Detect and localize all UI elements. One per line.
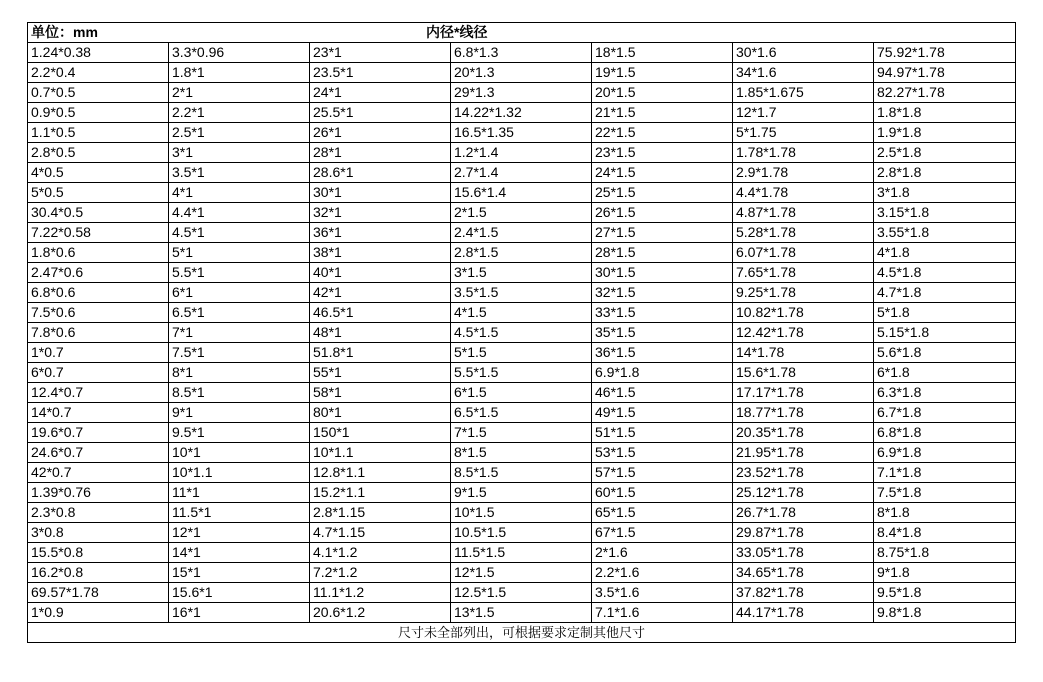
size-cell: 1.8*1.8 bbox=[874, 103, 1016, 123]
size-cell: 9*1 bbox=[169, 403, 310, 423]
size-cell: 21.95*1.78 bbox=[733, 443, 874, 463]
table-row bbox=[28, 303, 1016, 323]
size-cell: 33*1.5 bbox=[592, 303, 733, 323]
size-cell: 6*0.7 bbox=[28, 363, 169, 383]
size-cell: 9.5*1 bbox=[169, 423, 310, 443]
size-cell: 30.4*0.5 bbox=[28, 203, 169, 223]
size-cell: 10*1 bbox=[169, 443, 310, 463]
size-cell: 5.15*1.8 bbox=[874, 323, 1016, 343]
size-cell: 2.2*1.6 bbox=[592, 563, 733, 583]
table-row bbox=[28, 143, 1016, 163]
size-cell: 11.5*1 bbox=[169, 503, 310, 523]
size-cell: 4.87*1.78 bbox=[733, 203, 874, 223]
size-cell: 12.5*1.5 bbox=[451, 583, 592, 603]
size-cell: 10*1.1 bbox=[169, 463, 310, 483]
size-cell: 2.4*1.5 bbox=[451, 223, 592, 243]
size-cell: 6.3*1.8 bbox=[874, 383, 1016, 403]
size-cell: 6.8*1.3 bbox=[451, 43, 592, 63]
size-cell: 15.2*1.1 bbox=[310, 483, 451, 503]
size-cell: 6.8*0.6 bbox=[28, 283, 169, 303]
table-row bbox=[28, 483, 1016, 503]
size-cell: 3*1.8 bbox=[874, 183, 1016, 203]
size-cell: 4.1*1.2 bbox=[310, 543, 451, 563]
size-cell: 150*1 bbox=[310, 423, 451, 443]
size-cell: 4.7*1.8 bbox=[874, 283, 1016, 303]
size-cell: 2.8*0.5 bbox=[28, 143, 169, 163]
size-cell: 15.6*1 bbox=[169, 583, 310, 603]
size-cell: 5*1.75 bbox=[733, 123, 874, 143]
table-row bbox=[28, 283, 1016, 303]
table-row bbox=[28, 343, 1016, 363]
size-cell: 5*1.5 bbox=[451, 343, 592, 363]
size-cell: 25.12*1.78 bbox=[733, 483, 874, 503]
size-cell: 7.5*1.8 bbox=[874, 483, 1016, 503]
size-cell: 11.5*1.5 bbox=[451, 543, 592, 563]
size-cell: 4*1 bbox=[169, 183, 310, 203]
size-cell: 11*1 bbox=[169, 483, 310, 503]
size-cell: 1.78*1.78 bbox=[733, 143, 874, 163]
header-cell bbox=[28, 23, 1016, 43]
table-row bbox=[28, 243, 1016, 263]
size-cell: 6*1.8 bbox=[874, 363, 1016, 383]
size-cell: 35*1.5 bbox=[592, 323, 733, 343]
size-cell: 7.1*1.8 bbox=[874, 463, 1016, 483]
size-cell: 20*1.5 bbox=[592, 83, 733, 103]
size-cell: 14*1 bbox=[169, 543, 310, 563]
size-cell: 33.05*1.78 bbox=[733, 543, 874, 563]
size-cell: 22*1.5 bbox=[592, 123, 733, 143]
size-cell: 82.27*1.78 bbox=[874, 83, 1016, 103]
size-cell: 26*1 bbox=[310, 123, 451, 143]
size-cell: 7.5*0.6 bbox=[28, 303, 169, 323]
size-cell: 2*1.6 bbox=[592, 543, 733, 563]
table-row bbox=[28, 203, 1016, 223]
table-row bbox=[28, 183, 1016, 203]
size-cell: 80*1 bbox=[310, 403, 451, 423]
size-cell: 4*0.5 bbox=[28, 163, 169, 183]
size-cell: 9.5*1.8 bbox=[874, 583, 1016, 603]
size-cell: 51.8*1 bbox=[310, 343, 451, 363]
table-row bbox=[28, 163, 1016, 183]
size-cell: 19.6*0.7 bbox=[28, 423, 169, 443]
table-row bbox=[28, 603, 1016, 623]
size-cell: 23*1 bbox=[310, 43, 451, 63]
size-cell: 12.8*1.1 bbox=[310, 463, 451, 483]
table-row bbox=[28, 403, 1016, 423]
size-cell: 36*1.5 bbox=[592, 343, 733, 363]
size-cell: 2.7*1.4 bbox=[451, 163, 592, 183]
table-row bbox=[28, 563, 1016, 583]
size-cell: 2.3*0.8 bbox=[28, 503, 169, 523]
size-cell: 8*1 bbox=[169, 363, 310, 383]
size-cell: 4.4*1 bbox=[169, 203, 310, 223]
size-cell: 65*1.5 bbox=[592, 503, 733, 523]
size-cell: 57*1.5 bbox=[592, 463, 733, 483]
size-cell: 2.5*1.8 bbox=[874, 143, 1016, 163]
header-row bbox=[28, 23, 1016, 43]
size-cell: 25.5*1 bbox=[310, 103, 451, 123]
size-cell: 5*1.8 bbox=[874, 303, 1016, 323]
size-cell: 7*1.5 bbox=[451, 423, 592, 443]
size-cell: 15.5*0.8 bbox=[28, 543, 169, 563]
size-cell: 38*1 bbox=[310, 243, 451, 263]
size-cell: 75.92*1.78 bbox=[874, 43, 1016, 63]
size-cell: 12*1 bbox=[169, 523, 310, 543]
size-cell: 3.5*1.6 bbox=[592, 583, 733, 603]
size-cell: 20.6*1.2 bbox=[310, 603, 451, 623]
size-cell: 1.2*1.4 bbox=[451, 143, 592, 163]
size-cell: 29*1.3 bbox=[451, 83, 592, 103]
size-cell: 1.39*0.76 bbox=[28, 483, 169, 503]
size-cell: 14*0.7 bbox=[28, 403, 169, 423]
size-cell: 1.8*0.6 bbox=[28, 243, 169, 263]
size-cell: 0.7*0.5 bbox=[28, 83, 169, 103]
size-cell: 7*1 bbox=[169, 323, 310, 343]
size-cell: 6.7*1.8 bbox=[874, 403, 1016, 423]
size-cell: 24*1 bbox=[310, 83, 451, 103]
size-cell: 10*1.1 bbox=[310, 443, 451, 463]
size-cell: 23*1.5 bbox=[592, 143, 733, 163]
size-cell: 9*1.8 bbox=[874, 563, 1016, 583]
table-row bbox=[28, 463, 1016, 483]
size-cell: 28*1.5 bbox=[592, 243, 733, 263]
size-cell: 2.5*1 bbox=[169, 123, 310, 143]
size-cell: 14*1.78 bbox=[733, 343, 874, 363]
table-title: 内径*线径 bbox=[426, 24, 488, 40]
table-row bbox=[28, 583, 1016, 603]
size-cell: 5*0.5 bbox=[28, 183, 169, 203]
size-cell: 48*1 bbox=[310, 323, 451, 343]
size-cell: 26*1.5 bbox=[592, 203, 733, 223]
table-row bbox=[28, 323, 1016, 343]
size-cell: 28.6*1 bbox=[310, 163, 451, 183]
size-cell: 2.8*1.8 bbox=[874, 163, 1016, 183]
size-cell: 10.82*1.78 bbox=[733, 303, 874, 323]
table-row bbox=[28, 363, 1016, 383]
footer-row bbox=[28, 623, 1016, 643]
unit-label: 单位：mm bbox=[31, 24, 98, 40]
table-row bbox=[28, 43, 1016, 63]
size-cell: 4*1.5 bbox=[451, 303, 592, 323]
size-cell: 49*1.5 bbox=[592, 403, 733, 423]
size-cell: 9*1.5 bbox=[451, 483, 592, 503]
size-cell: 3.5*1 bbox=[169, 163, 310, 183]
size-cell: 3*1 bbox=[169, 143, 310, 163]
size-table bbox=[27, 22, 1016, 643]
size-cell: 3.15*1.8 bbox=[874, 203, 1016, 223]
size-cell: 4.5*1 bbox=[169, 223, 310, 243]
size-cell: 42*1 bbox=[310, 283, 451, 303]
size-cell: 8*1.5 bbox=[451, 443, 592, 463]
size-cell: 7.8*0.6 bbox=[28, 323, 169, 343]
size-cell: 10.5*1.5 bbox=[451, 523, 592, 543]
size-cell: 2.9*1.78 bbox=[733, 163, 874, 183]
size-cell: 21*1.5 bbox=[592, 103, 733, 123]
size-cell: 6.9*1.8 bbox=[592, 363, 733, 383]
size-cell: 6.8*1.8 bbox=[874, 423, 1016, 443]
size-cell: 30*1 bbox=[310, 183, 451, 203]
table-row bbox=[28, 523, 1016, 543]
size-cell: 5.28*1.78 bbox=[733, 223, 874, 243]
size-cell: 18*1.5 bbox=[592, 43, 733, 63]
size-cell: 8.5*1.5 bbox=[451, 463, 592, 483]
table-row bbox=[28, 63, 1016, 83]
size-cell: 2.2*0.4 bbox=[28, 63, 169, 83]
table-row bbox=[28, 103, 1016, 123]
size-cell: 44.17*1.78 bbox=[733, 603, 874, 623]
size-cell: 34*1.6 bbox=[733, 63, 874, 83]
size-cell: 20*1.3 bbox=[451, 63, 592, 83]
size-table-body bbox=[28, 23, 1016, 643]
size-cell: 7.5*1 bbox=[169, 343, 310, 363]
size-cell: 4.5*1.8 bbox=[874, 263, 1016, 283]
size-cell: 27*1.5 bbox=[592, 223, 733, 243]
size-cell: 3.5*1.5 bbox=[451, 283, 592, 303]
size-cell: 4.7*1.15 bbox=[310, 523, 451, 543]
size-cell: 1*0.9 bbox=[28, 603, 169, 623]
size-cell: 1.9*1.8 bbox=[874, 123, 1016, 143]
size-cell: 18.77*1.78 bbox=[733, 403, 874, 423]
table-row bbox=[28, 443, 1016, 463]
footer-note: 尺寸未全部列出，可根据要求定制其他尺寸 bbox=[28, 623, 1016, 643]
size-cell: 16.2*0.8 bbox=[28, 563, 169, 583]
size-cell: 3*1.5 bbox=[451, 263, 592, 283]
size-cell: 1.24*0.38 bbox=[28, 43, 169, 63]
size-cell: 69.57*1.78 bbox=[28, 583, 169, 603]
size-cell: 6.07*1.78 bbox=[733, 243, 874, 263]
size-cell: 32*1 bbox=[310, 203, 451, 223]
size-cell: 0.9*0.5 bbox=[28, 103, 169, 123]
size-cell: 23.5*1 bbox=[310, 63, 451, 83]
size-cell: 46.5*1 bbox=[310, 303, 451, 323]
size-cell: 13*1.5 bbox=[451, 603, 592, 623]
size-cell: 10*1.5 bbox=[451, 503, 592, 523]
size-cell: 20.35*1.78 bbox=[733, 423, 874, 443]
size-cell: 8.5*1 bbox=[169, 383, 310, 403]
size-cell: 1.1*0.5 bbox=[28, 123, 169, 143]
size-cell: 42*0.7 bbox=[28, 463, 169, 483]
size-cell: 14.22*1.32 bbox=[451, 103, 592, 123]
size-cell: 1.8*1 bbox=[169, 63, 310, 83]
size-cell: 94.97*1.78 bbox=[874, 63, 1016, 83]
size-cell: 2.8*1.15 bbox=[310, 503, 451, 523]
size-cell: 29.87*1.78 bbox=[733, 523, 874, 543]
table-row bbox=[28, 503, 1016, 523]
size-cell: 23.52*1.78 bbox=[733, 463, 874, 483]
size-cell: 8*1.8 bbox=[874, 503, 1016, 523]
size-cell: 5.6*1.8 bbox=[874, 343, 1016, 363]
size-cell: 8.4*1.8 bbox=[874, 523, 1016, 543]
size-cell: 24.6*0.7 bbox=[28, 443, 169, 463]
size-cell: 6.9*1.8 bbox=[874, 443, 1016, 463]
size-cell: 15*1 bbox=[169, 563, 310, 583]
size-cell: 2.2*1 bbox=[169, 103, 310, 123]
size-cell: 58*1 bbox=[310, 383, 451, 403]
size-cell: 40*1 bbox=[310, 263, 451, 283]
table-row bbox=[28, 83, 1016, 103]
size-cell: 3*0.8 bbox=[28, 523, 169, 543]
size-cell: 17.17*1.78 bbox=[733, 383, 874, 403]
size-cell: 25*1.5 bbox=[592, 183, 733, 203]
size-cell: 7.22*0.58 bbox=[28, 223, 169, 243]
size-cell: 6.5*1 bbox=[169, 303, 310, 323]
size-cell: 3.3*0.96 bbox=[169, 43, 310, 63]
size-cell: 2*1.5 bbox=[451, 203, 592, 223]
table-row bbox=[28, 123, 1016, 143]
size-cell: 67*1.5 bbox=[592, 523, 733, 543]
size-cell: 7.1*1.6 bbox=[592, 603, 733, 623]
table-row bbox=[28, 543, 1016, 563]
size-cell: 6*1.5 bbox=[451, 383, 592, 403]
size-cell: 4.5*1.5 bbox=[451, 323, 592, 343]
table-row bbox=[28, 423, 1016, 443]
size-cell: 12.4*0.7 bbox=[28, 383, 169, 403]
size-cell: 30*1.6 bbox=[733, 43, 874, 63]
size-cell: 2*1 bbox=[169, 83, 310, 103]
size-cell: 12*1.5 bbox=[451, 563, 592, 583]
size-cell: 8.75*1.8 bbox=[874, 543, 1016, 563]
size-cell: 16.5*1.35 bbox=[451, 123, 592, 143]
size-cell: 1*0.7 bbox=[28, 343, 169, 363]
size-cell: 5*1 bbox=[169, 243, 310, 263]
size-cell: 55*1 bbox=[310, 363, 451, 383]
size-cell: 34.65*1.78 bbox=[733, 563, 874, 583]
size-cell: 6*1 bbox=[169, 283, 310, 303]
size-cell: 15.6*1.4 bbox=[451, 183, 592, 203]
size-cell: 3.55*1.8 bbox=[874, 223, 1016, 243]
size-cell: 12*1.7 bbox=[733, 103, 874, 123]
size-cell: 12.42*1.78 bbox=[733, 323, 874, 343]
size-cell: 6.5*1.5 bbox=[451, 403, 592, 423]
size-cell: 30*1.5 bbox=[592, 263, 733, 283]
table-row bbox=[28, 383, 1016, 403]
size-cell: 7.2*1.2 bbox=[310, 563, 451, 583]
size-cell: 11.1*1.2 bbox=[310, 583, 451, 603]
size-cell: 32*1.5 bbox=[592, 283, 733, 303]
size-cell: 9.25*1.78 bbox=[733, 283, 874, 303]
table-row bbox=[28, 223, 1016, 243]
table-row bbox=[28, 263, 1016, 283]
size-cell: 26.7*1.78 bbox=[733, 503, 874, 523]
size-cell: 37.82*1.78 bbox=[733, 583, 874, 603]
size-cell: 51*1.5 bbox=[592, 423, 733, 443]
size-cell: 46*1.5 bbox=[592, 383, 733, 403]
size-cell: 2.8*1.5 bbox=[451, 243, 592, 263]
size-cell: 36*1 bbox=[310, 223, 451, 243]
size-cell: 7.65*1.78 bbox=[733, 263, 874, 283]
size-cell: 5.5*1.5 bbox=[451, 363, 592, 383]
size-cell: 16*1 bbox=[169, 603, 310, 623]
size-cell: 4.4*1.78 bbox=[733, 183, 874, 203]
size-cell: 1.85*1.675 bbox=[733, 83, 874, 103]
size-cell: 19*1.5 bbox=[592, 63, 733, 83]
size-cell: 4*1.8 bbox=[874, 243, 1016, 263]
size-cell: 5.5*1 bbox=[169, 263, 310, 283]
size-cell: 15.6*1.78 bbox=[733, 363, 874, 383]
size-cell: 53*1.5 bbox=[592, 443, 733, 463]
size-cell: 28*1 bbox=[310, 143, 451, 163]
size-cell: 60*1.5 bbox=[592, 483, 733, 503]
size-cell: 9.8*1.8 bbox=[874, 603, 1016, 623]
size-cell: 2.47*0.6 bbox=[28, 263, 169, 283]
size-cell: 24*1.5 bbox=[592, 163, 733, 183]
